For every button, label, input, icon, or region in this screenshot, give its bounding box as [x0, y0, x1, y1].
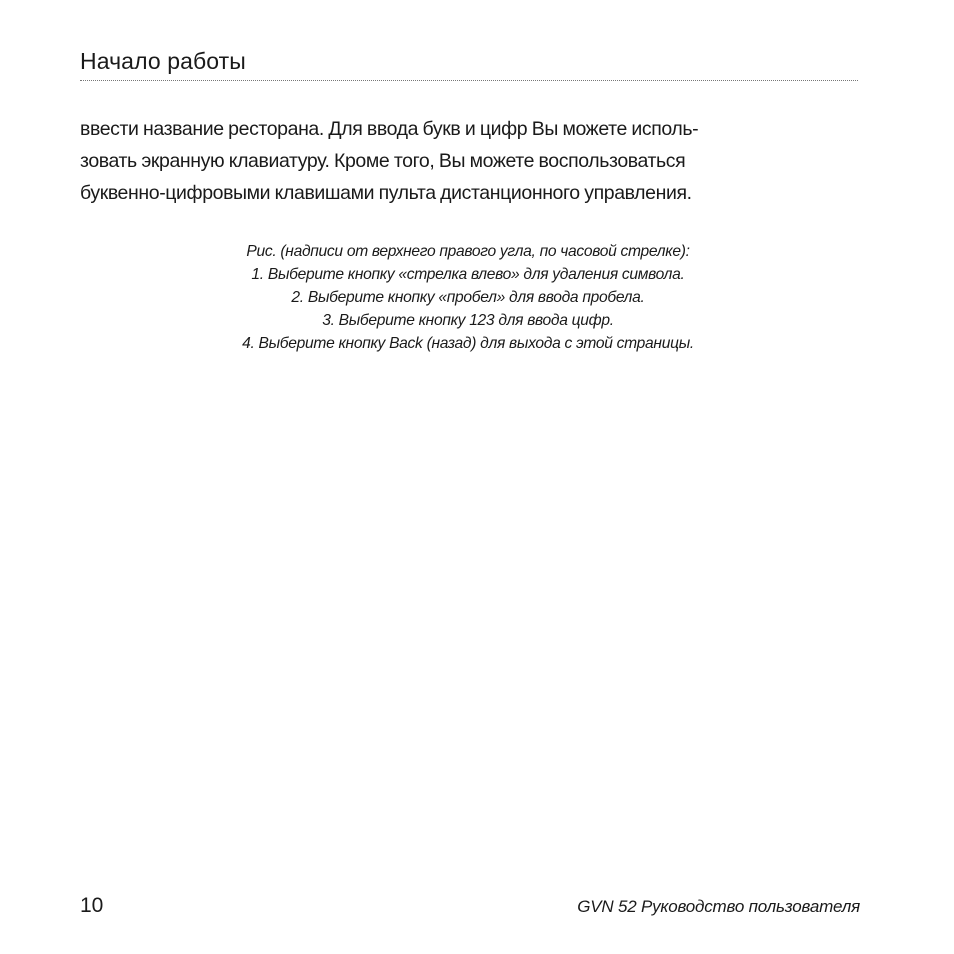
page-header — [80, 46, 858, 89]
body-line: буквенно-цифровыми клавишами пульта дистанционного управления. — [80, 182, 692, 204]
caption-line: Рис. (надписи от верхнего правого угла, по часовой стрелке): — [246, 243, 690, 260]
caption-line: 4. Выберите кнопку Back (назад) для выхода с этой страницы. — [242, 335, 694, 352]
caption-line: 1. Выберите кнопку «стрелка влево» для удаления символа. — [251, 266, 685, 283]
caption-line: 3. Выберите кнопку 123 для ввода цифр. — [322, 312, 614, 329]
page-number: 10 — [80, 894, 104, 917]
footer-manual-title: GVN 52 Руководство пользователя — [577, 897, 860, 916]
figure-caption — [80, 240, 856, 355]
body-line: зовать экранную клавиатуру. Кроме того, Вы можете воспользоваться — [80, 150, 686, 172]
section-title: Начало работы — [80, 48, 246, 74]
body-line: ввести название ресторана. Для ввода букв и цифр Вы можете исполь- — [80, 118, 699, 140]
header-divider — [80, 80, 858, 81]
caption-line: 2. Выберите кнопку «пробел» для ввода пробела. — [291, 289, 645, 306]
body-paragraph — [80, 113, 860, 209]
